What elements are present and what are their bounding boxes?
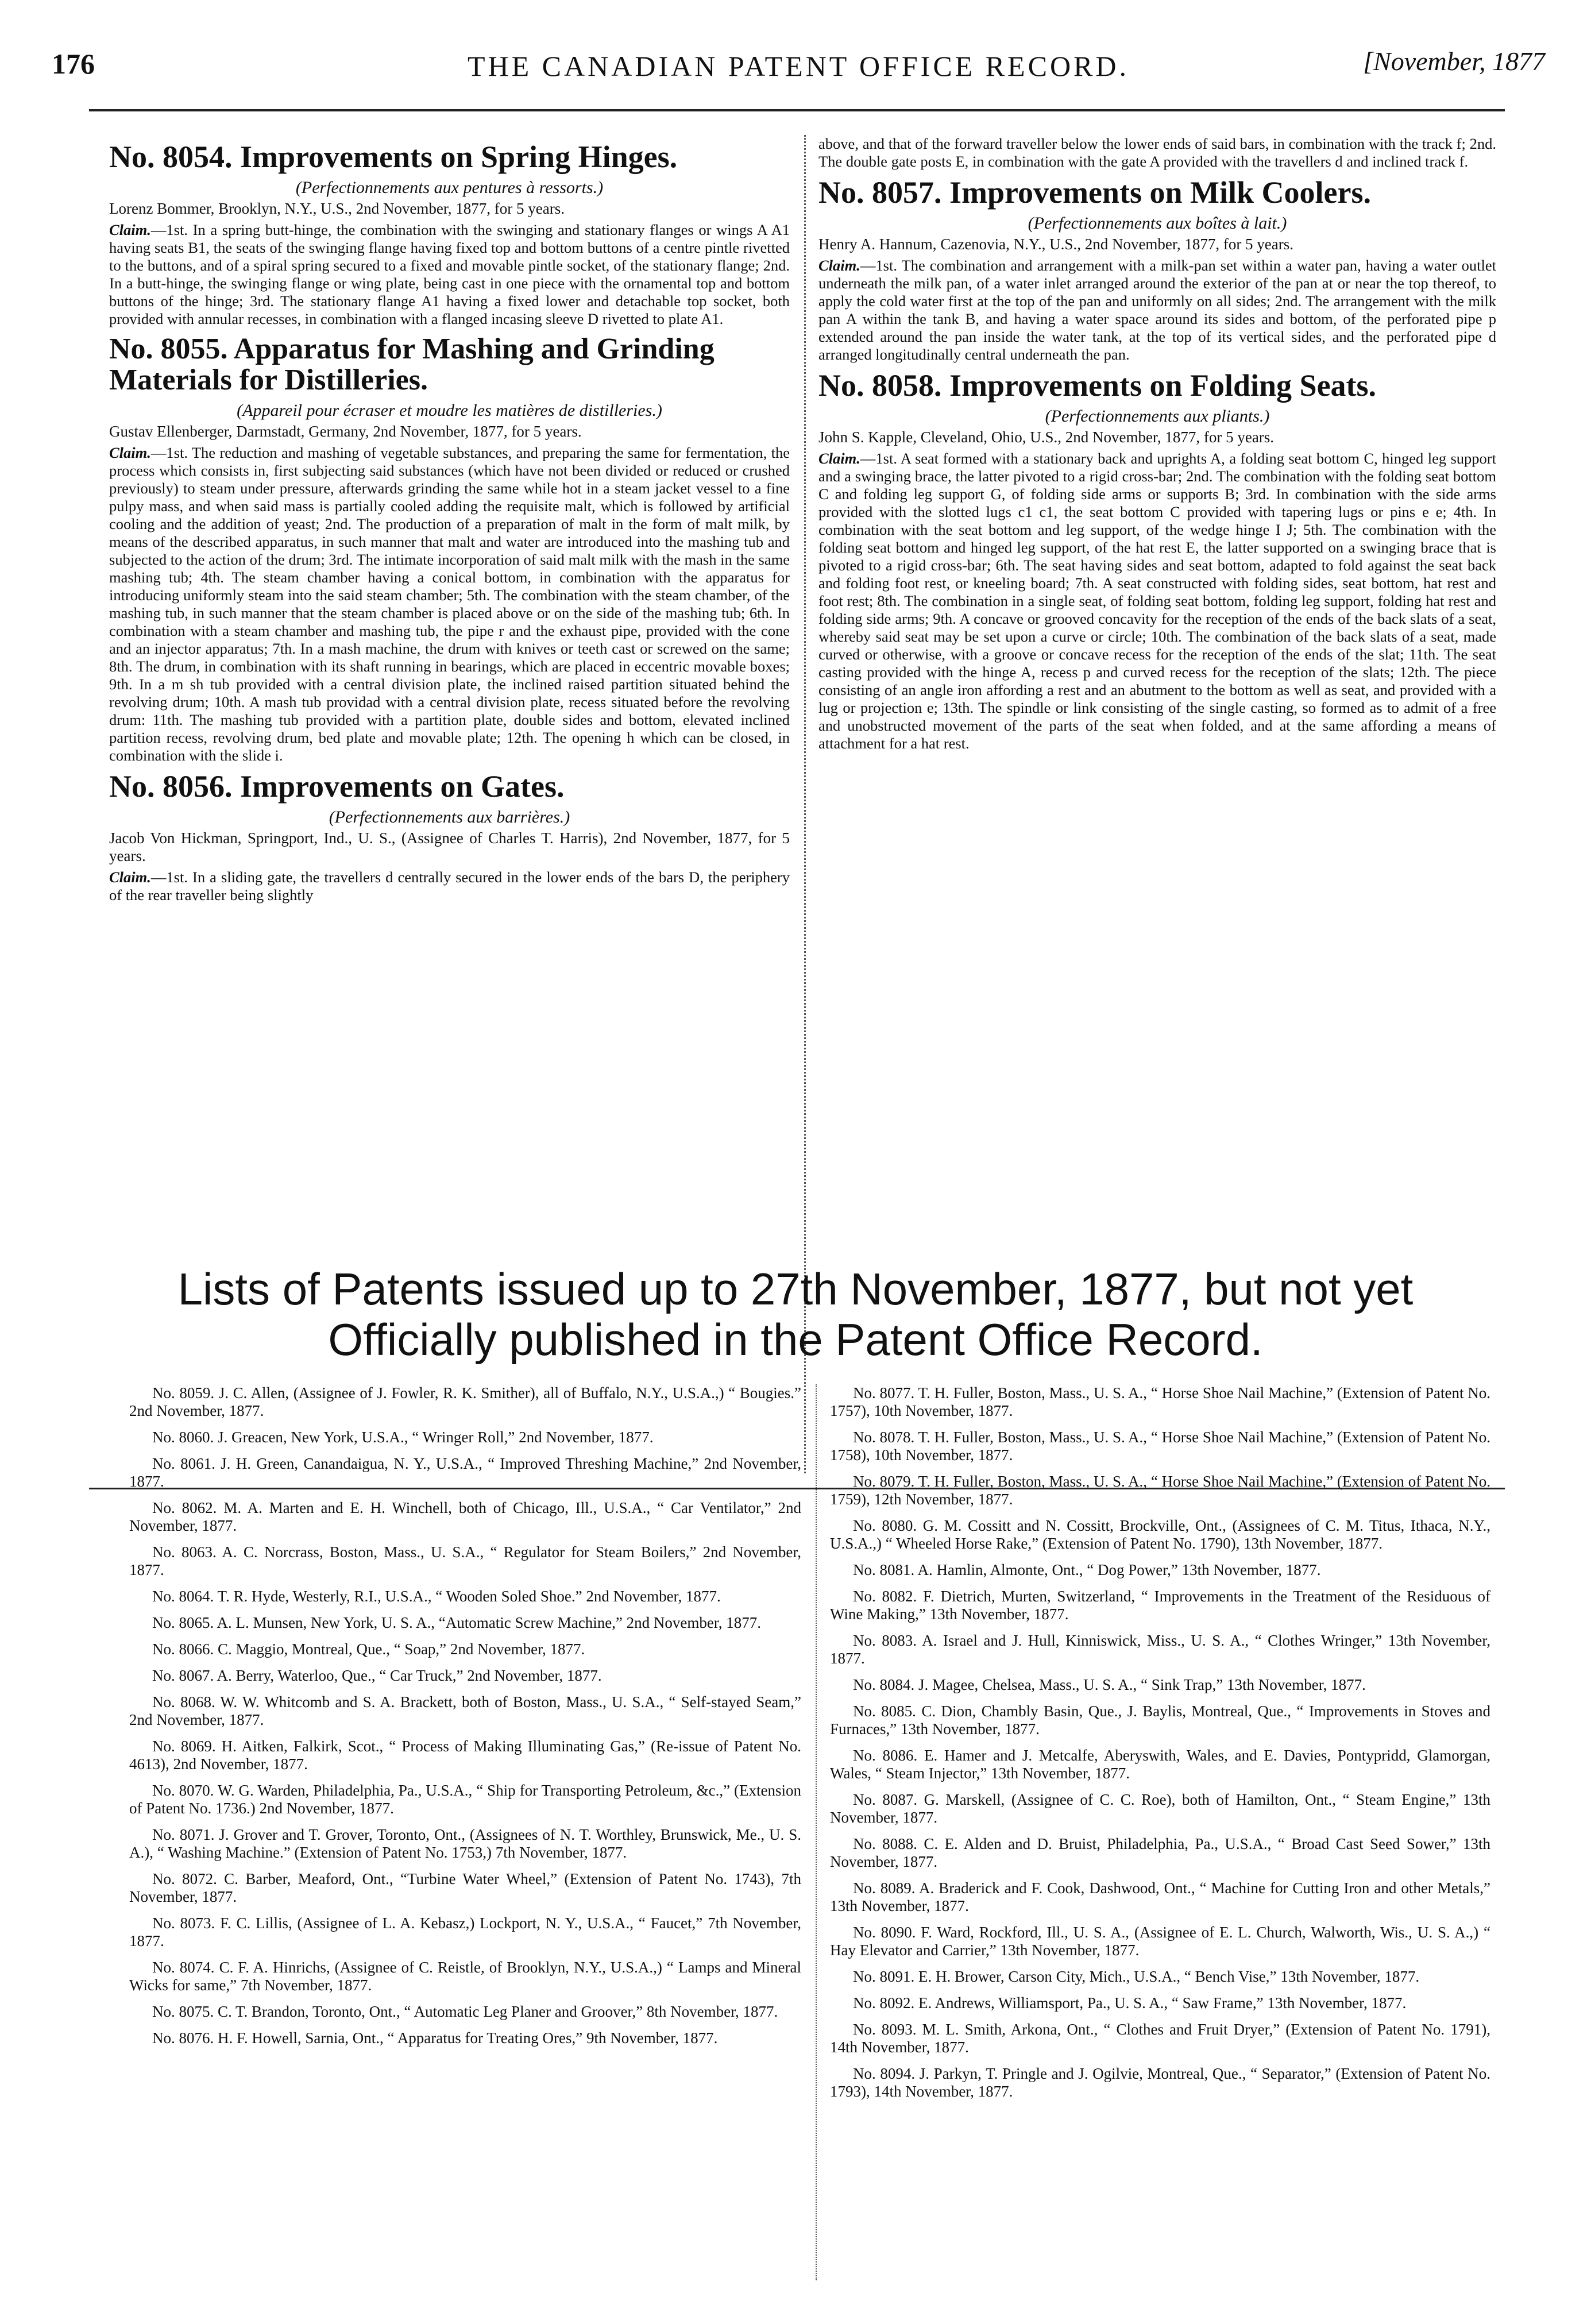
list-item: No. 8068. W. W. Whitcomb and S. A. Brackett, both of Boston, Mass., U. S.A., “ Self-stayed Seam,” 2nd November, 1877. — [129, 1693, 801, 1728]
patentee: Henry A. Hannum, Cazenovia, N.Y., U.S., 2nd November, 1877, for 5 years. — [818, 236, 1294, 253]
list-item: No. 8087. G. Marskell, (Assignee of C. C. Roe), both of Hamilton, Ont., “ Steam Engine,” 13th November, 1877. — [830, 1791, 1490, 1826]
list-item: No. 8064. T. R. Hyde, Westerly, R.I., U.S.A., “ Wooden Soled Shoe.” 2nd November, 1877. — [152, 1588, 721, 1605]
patent-list-section — [118, 1384, 1490, 2295]
patentee: Lorenz Bommer, Brooklyn, N.Y., U.S., 2nd November, 1877, for 5 years. — [109, 200, 565, 217]
claim-text — [109, 444, 790, 765]
left-column — [109, 135, 790, 904]
list-item: No. 8089. A. Braderick and F. Cook, Dashwood, Ont., “ Machine for Cutting Iron and other Metals,” 13th November, 1877. — [830, 1879, 1490, 1914]
french-title: (Perfectionnements aux pliants.) — [1045, 407, 1270, 426]
patentee: Jacob Von Hickman, Springport, Ind., U. S., (Assignee of Charles T. Harris), 2nd November, 1877, for 5 years. — [109, 829, 790, 864]
right-column — [818, 135, 1496, 752]
french-title: (Perfectionnements aux boîtes à lait.) — [1028, 214, 1287, 233]
list-item: No. 8069. H. Aitken, Falkirk, Scot., “ Process of Making Illuminating Gas,” (Re-issue of Patent No. 4613), 2nd November, 1877. — [129, 1738, 801, 1773]
list-item: No. 8063. A. C. Norcrass, Boston, Mass., U. S.A., “ Regulator for Steam Boilers,” 2nd November, 1877. — [129, 1543, 801, 1578]
page-header — [52, 41, 1545, 99]
french-title: (Perfectionnements aux barrières.) — [329, 808, 570, 827]
list-item: No. 8086. E. Hamer and J. Metcalfe, Aberyswith, Wales, and E. Davies, Pontypridd, Glamorgan, Wales, “ Steam Injector,” 13th November, 1877. — [830, 1747, 1490, 1782]
list-item: No. 8065. A. L. Munsen, New York, U. S. A., “Automatic Screw Machine,” 2nd November, 1877. — [152, 1614, 762, 1631]
claim-text — [818, 450, 1496, 752]
patent-entry-8054 — [109, 141, 790, 328]
list-right-column — [830, 1384, 1490, 2109]
list-item: No. 8072. C. Barber, Meaford, Ont., “Turbine Water Wheel,” (Extension of Patent No. 1743), 7th November, 1877. — [129, 1870, 801, 1905]
french-title: (Appareil pour écraser et moudre les matières de distilleries.) — [237, 401, 662, 420]
claim-text — [818, 257, 1496, 364]
patentee: John S. Kapple, Cleveland, Ohio, U.S., 2nd November, 1877, for 5 years. — [818, 428, 1275, 446]
list-item: No. 8081. A. Hamlin, Almonte, Ont., “ Dog Power,” 13th November, 1877. — [853, 1561, 1321, 1578]
claim-text — [109, 221, 790, 328]
list-item: No. 8061. J. H. Green, Canandaigua, N. Y., U.S.A., “ Improved Threshing Machine,” 2nd November, 1877. — [129, 1455, 801, 1490]
claim-text — [109, 868, 790, 904]
claim-body: —1st. In a spring butt-hinge, the combination with the swinging and stationary flanges or wings A A1 having seats B1, the seats of the swinging flange having fixed top and bottom buttons of a centre pintle rivetted to the buttons, and of a spiral spring secured to a fixed and movable pintle socket, of the stationary flange; 2nd. In a butt-hinge, the swinging flange or wing plate, being cast in one piece with the ornamental top and bottom buttons of the hinge; 3rd. The stationary flange A1 having a fixed lower and detachable top socket, both provided with annular recesses, in combination with a flanged incasing sleeve D rivetted to plate A1. — [109, 221, 790, 327]
top-rule — [89, 109, 1505, 111]
entry-title: No. 8057. Improvements on Milk Coolers. — [818, 175, 1371, 210]
entry-title: No. 8054. Improvements on Spring Hinges. — [109, 140, 678, 174]
list-item: No. 8066. C. Maggio, Montreal, Que., “ Soap,” 2nd November, 1877. — [152, 1640, 585, 1658]
claim-body: —1st. A seat formed with a stationary back and uprights A, a folding seat bottom C, hinged leg support and a swinging brace, the latter pivoted to a rigid cross-bar; 2nd. The combination with the folding seat bottom C and folding leg support G, of folding side arms or supports B; 3rd. In combination with the side arms provided with the slotted lugs c1 c1, the seat bottom C provided with tapering lugs or pins e e; 4th. In combination with the seat bottom and leg support, of the wedge hinge I J; 5th. The combination with the folding seat bottom and hinged leg support, of the hat rest E, the latter supported on a swinging brace that is pivoted to a rigid cross-bar; 6th. The seat having sides and seat bottom, adapted to fold against the seat back and folding foot rest, or kneeling board; 7th. A seat constructed with folding sides, seat bottom, hat rest and foot rest; 8th. The combination in a single seat, of folding seat bottom, folding leg support, folding hat rest and folding side arms; 9th. A concave or grooved concavity for the reception of the ends of the back slats of a seat, whereby said seat may be set upon a curve or circle; 10th. The combination of the back slats of a seat, made curved or otherwise, with a groove or concave recess for the reception of the ends of the slat; 11th. The seat casting provided with the hinge A, recess p and curved recess for the reception of the slats; 12th. The piece consisting of an angle iron affording a rest and an abutment to the bottom as well as seat, and provided with a lug or projection e; 13th. The spindle or link consisting of the single casting, so formed as to admit of a free and unobstructed movement of the parts of the seat when folded, and at the same affording a means of attachment for a hat rest. — [818, 450, 1496, 752]
list-divider — [816, 1384, 817, 2280]
claim-label: Claim. — [109, 868, 151, 886]
list-item: No. 8083. A. Israel and J. Hull, Kinniswick, Miss., U. S. A., “ Clothes Wringer,” 13th November, 1877. — [830, 1632, 1490, 1667]
running-title: THE CANADIAN PATENT OFFICE RECORD. — [467, 50, 1130, 82]
list-item: No. 8082. F. Dietrich, Murten, Switzerland, “ Improvements in the Treatment of the Residuous of Wine Making,” 13th November, 1877. — [830, 1588, 1490, 1623]
list-item: No. 8067. A. Berry, Waterloo, Que., “ Car Truck,” 2nd November, 1877. — [152, 1667, 602, 1684]
list-item: No. 8090. F. Ward, Rockford, Ill., U. S. A., (Assignee of E. L. Church, Walworth, Wis., U. S. A.,) “ Hay Elevator and Carrier,” 13th November, 1877. — [830, 1924, 1490, 1959]
list-item: No. 8076. H. F. Howell, Sarnia, Ont., “ Apparatus for Treating Ores,” 9th November, 1877. — [152, 2029, 718, 2047]
claim-body: —1st. The combination and arrangement with a milk-pan set within a water pan, having a water outlet underneath the milk pan, of a water inlet arranged around the exterior of the pan at or near the top thereof, to apply the cold water first at the top of the pan and uniformly on all sides; 2nd. The arrangement with the milk pan A within the tank B, and having a water space around its sides and bottom, of the perforated pipe p extended around the pan inside the water tank, at the top of its vertical sides, and the perforated pipe d arranged longitudinally central underneath the pan. — [818, 257, 1496, 363]
claim-label: Claim. — [818, 450, 860, 467]
issue-date: [November, 1877 — [1363, 47, 1545, 76]
entry-title: No. 8056. Improvements on Gates. — [109, 769, 565, 804]
list-item: No. 8094. J. Parkyn, T. Pringle and J. Ogilvie, Montreal, Que., “ Separator,” (Extension of Patent No. 1793), 14th November, 1877. — [830, 2065, 1490, 2100]
list-item: No. 8093. M. L. Smith, Arkona, Ont., “ Clothes and Fruit Dryer,” (Extension of Patent No. 1791), 14th November, 1877. — [830, 2021, 1490, 2056]
list-item: No. 8059. J. C. Allen, (Assignee of J. Fowler, R. K. Smither), all of Buffalo, N.Y., U.S.A.,) “ Bougies.” 2nd November, 1877. — [129, 1384, 801, 1419]
claim-continuation-8056: above, and that of the forward traveller below the lower ends of said bars, in combination with the track f; 2nd. The double gate posts E, in combination with the gate A provided with the travellers d and inclined track f. — [818, 135, 1496, 170]
patent-entry-8058 — [818, 369, 1496, 752]
patent-entry-8056 — [109, 770, 790, 904]
list-item: No. 8079. T. H. Fuller, Boston, Mass., U. S. A., “ Horse Shoe Nail Machine,” (Extension of Patent No. 1759), 12th November, 1877. — [830, 1473, 1490, 1508]
entry-title: No. 8058. Improvements on Folding Seats. — [818, 368, 1377, 403]
list-item: No. 8091. E. H. Brower, Carson City, Mich., U.S.A., “ Bench Vise,” 13th November, 1877. — [853, 1968, 1420, 1985]
lists-heading: Lists of Patents issued up to 27th November, 1877, but not yet Officially published in the Patent Office Record. — [177, 1264, 1414, 1365]
claim-label: Claim. — [109, 444, 151, 461]
list-item: No. 8073. F. C. Lillis, (Assignee of L. A. Kebasz,) Lockport, N. Y., U.S.A., “ Faucet,” 7th November, 1877. — [129, 1914, 801, 1949]
list-item: No. 8088. C. E. Alden and D. Bruist, Philadelphia, Pa., U.S.A., “ Broad Cast Seed Sower,” 13th November, 1877. — [830, 1835, 1490, 1870]
list-item: No. 8077. T. H. Fuller, Boston, Mass., U. S. A., “ Horse Shoe Nail Machine,” (Extension of Patent No. 1757), 10th November, 1877. — [830, 1384, 1490, 1419]
list-item: No. 8078. T. H. Fuller, Boston, Mass., U. S. A., “ Horse Shoe Nail Machine,” (Extension of Patent No. 1758), 10th November, 1877. — [830, 1429, 1490, 1464]
list-item: No. 8060. J. Greacen, New York, U.S.A., “ Wringer Roll,” 2nd November, 1877. — [152, 1429, 654, 1446]
entry-title: No. 8055. Apparatus for Mashing and Grinding Materials for Distilleries. — [109, 333, 715, 396]
list-item: No. 8092. E. Andrews, Williamsport, Pa., U. S. A., “ Saw Frame,” 13th November, 1877. — [853, 1994, 1407, 2012]
list-item: No. 8070. W. G. Warden, Philadelphia, Pa., U.S.A., “ Ship for Transporting Petroleum, &c.,” (Extension of Patent No. 1736.) 2nd November, 1877. — [129, 1782, 801, 1817]
list-item: No. 8084. J. Magee, Chelsea, Mass., U. S. A., “ Sink Trap,” 13th November, 1877. — [853, 1676, 1366, 1693]
list-left-column — [129, 1384, 801, 2056]
list-item: No. 8075. C. T. Brandon, Toronto, Ont., “ Automatic Leg Planer and Groover,” 8th November, 1877. — [152, 2003, 778, 2020]
patent-entry-8057 — [818, 176, 1496, 364]
page-number: 176 — [52, 48, 95, 80]
claim-label: Claim. — [109, 221, 151, 238]
list-item: No. 8071. J. Grover and T. Grover, Toronto, Ont., (Assignees of N. T. Worthley, Brunswick, Me., U. S. A.), “ Washing Machine.” (Extension of Patent No. 1753,) 7th November, 1877. — [129, 1826, 801, 1861]
list-item: No. 8080. G. M. Cossitt and N. Cossitt, Brockville, Ont., (Assignees of C. M. Titus, Ithaca, N.Y., U.S.A.,) “ Wheeled Horse Rake,” (Extension of Patent No. 1790), 13th November, 1877. — [830, 1517, 1490, 1552]
claim-label: Claim. — [818, 257, 860, 274]
list-item: No. 8085. C. Dion, Chambly Basin, Que., J. Baylis, Montreal, Que., “ Improvements in Stoves and Furnaces,” 13th November, 1877. — [830, 1703, 1490, 1738]
french-title: (Perfectionnements aux pentures à ressorts.) — [295, 178, 604, 197]
claim-body: —1st. The reduction and mashing of vegetable substances, and preparing the same for fermentation, the process which consists in, first subjecting said substances (which have not been divided or reduced or crushed previously) to steam under pressure, afterwards grinding the same while hot in a steam jacket vessel to a fine pulpy mass, and when said mass is partially cooled adding the requisite malt, which is followed by artificial cooling and the addition of yeast; 2nd. The production of a preparation of malt in the form of malt milk, by means of the described apparatus, in such manner that malt and water are introduced into the mashing tub and subjected to the action of the drum; 3rd. The intimate incorporation of said malt milk with the mash in the same mashing tub; 4th. The steam chamber having a conical bottom, in combination with the apparatus for introducing uniformly steam into the said steam chamber; 5th. The combination with the steam chamber, of the mashing tub, in such manner that the steam chamber is placed above or on the side of the mashing tub; 6th. In combination with a steam chamber and mashing tub, the pipe r and the exhaust pipe, provided with the cone and an injector apparatus; 7th. In a mash machine, the drum with knives or teeth cast or screwed on the same; 8th. The drum, in combination with its shaft running in bearings, which are placed in eccentric movable boxes; 9th. In a m sh tub provided with a central division plate, the inclined raised partition situated behind the revolving drum; 10th. A mash tub providad with a central division plate, recess situated before the revolving drum: 11th. The mashing tub provided with a partition plate, double sides and bottom, elevated inclined partition recess, revolving drum, bed plate and movable plate; 12th. The opening h which can be closed, in combination with the slide i. — [109, 444, 790, 764]
list-item: No. 8074. C. F. A. Hinrichs, (Assignee of C. Reistle, of Brooklyn, N.Y., U.S.A.,) “ Lamps and Mineral Wicks for same,” 7th November, 1877. — [129, 1959, 801, 1994]
patent-entry-8055 — [109, 334, 790, 765]
list-item: No. 8062. M. A. Marten and E. H. Winchell, both of Chicago, Ill., U.S.A., “ Car Ventilator,” 2nd November, 1877. — [129, 1499, 801, 1534]
patentee: Gustav Ellenberger, Darmstadt, Germany, 2nd November, 1877, for 5 years. — [109, 423, 582, 440]
claim-body: —1st. In a sliding gate, the travellers d centrally secured in the lower ends of the bars D, the periphery of the rear traveller being slightly — [109, 868, 790, 904]
